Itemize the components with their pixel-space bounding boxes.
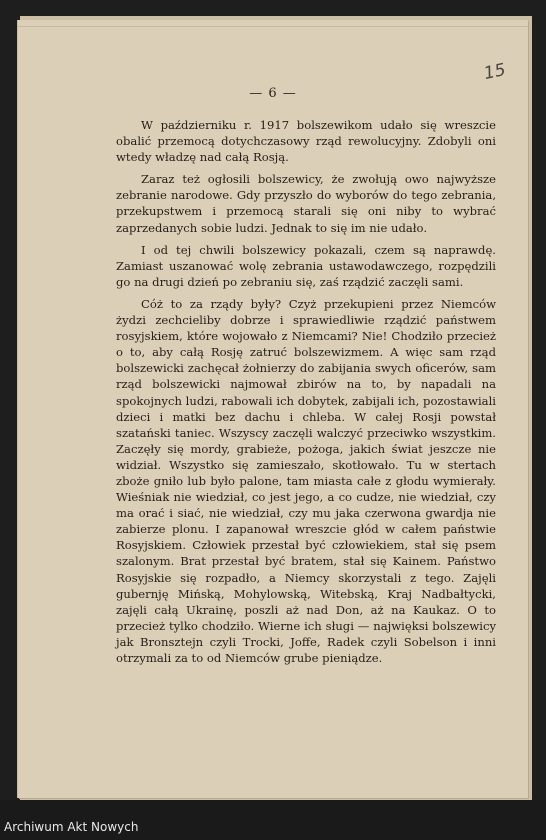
paragraph: W październiku r. 1917 bolszewikom udało się wreszcie obalić przemocą dotychczasowy rząd rewolucyjny. Zdobyli oni wtedy władzę nad całą Rosją. (116, 118, 496, 165)
paragraph: Zaraz też ogłosili bolszewicy, że zwołują owo najwyższe zebranie narodowe. Gdy przyszło do wyborów do tego zebrania, przekupstwem i przemocą starali się oni niby to wybrać zaprzedanych sobie ludzi. Jednak to się im nie udało. (116, 172, 496, 235)
paragraph: I od tej chwili bolszewicy pokazali, czem są naprawdę. Zamiast uszanować wolę zebrania ustawodawczego, rozpędzili go na drugi dzień po zebraniu się, zaś rządzić zaczęli sami. (116, 242, 496, 289)
handwritten-archive-number: 15 (482, 59, 508, 85)
body-text (116, 117, 496, 672)
document-page (18, 20, 528, 798)
paragraph: Cóż to za rządy były? Czyż przekupieni przez Niemców żydzi zechcieliby dobrze i sprawiedliwie rządzić państwem rosyjskiem, które wojowało z Niemcami? Nie! Chodziło przecież o to, aby całą Rosję zatruć bolszewizmem. A więc sam rząd bolszewicki zachęcał żołnierzy do zabijania swych oficerów, sam rząd bolszewicki najmował zbirów na to, by napadali na spokojnych ludzi, rabowali ich dobytek, zabijali ich, pozostawiali dzieci i matki bez dachu i chleba. W całej Rosji powstał szatański taniec. Wszyscy zaczęli walczyć przeciwko wszystkim. Zaczęły się mordy, grabieże, pożoga, jakich świat jeszcze nie widział. Wszystko się zamieszało, skotłowało. Tu w stertach zboże gniło lub było palone, tam miasta całe z głodu wymierały. Wieśniak nie wiedział, co jest jego, a co cudze, nie wiedział, czy ma orać i siać, nie wiedział, czy mu jaka czerwona gwardja nie zabierze plonu. I zapanował wreszcie głód w całem państwie Rosyjskiem. Człowiek przestał być człowiekiem, stał się psem szalonym. Brat przestał być bratem, stał się Kainem. Państwo Rosyjskie się rozpadło, a Niemcy skorzystali z tego. Zajęli gubernję Mińską, Mohylowską, Witebską, Kraj Nadbałtycki, zajęli całą Ukrainę, poszli aż nad Don, aż na Kaukaz. O to przecież tylko chodziło. Wierne ich sługi — najwięksi bolszewicy jak Bronsztejn czyli Trocki, Joffe, Radek czyli Sobelson i inni otrzymali za to od Niemców grube pieniądze. (116, 296, 496, 665)
footer-bar (0, 800, 546, 840)
archive-name-label: Archiwum Akt Nowych (4, 820, 139, 834)
page-edge-line (18, 26, 528, 27)
page-number: — 6 — (249, 86, 297, 101)
